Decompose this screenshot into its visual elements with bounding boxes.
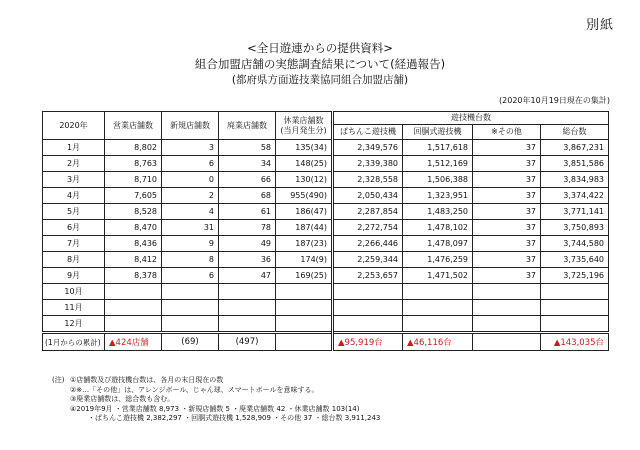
cell-pachinko	[333, 284, 403, 300]
header-pachislot: 回胴式遊技機	[403, 125, 473, 140]
notes	[52, 376, 380, 424]
cell-suspended: 174(9)	[276, 252, 333, 268]
cell-pachinko	[333, 300, 403, 316]
cell-total: 3,771,141	[541, 204, 609, 220]
cell-stores	[105, 284, 162, 300]
table-body	[43, 140, 609, 351]
table-row	[43, 284, 609, 300]
cell-closed: 78	[219, 220, 276, 236]
table-row	[43, 188, 609, 204]
cell-month: 8月	[43, 252, 105, 268]
totals-row	[43, 333, 609, 351]
table-row	[43, 252, 609, 268]
cell-other: 37	[473, 156, 541, 172]
header-year: 2020年	[43, 112, 105, 140]
notes-prefix: (注)	[52, 376, 65, 384]
cell-closed: 66	[219, 172, 276, 188]
cell-new: 9	[162, 236, 219, 252]
cell-pachislot: 1,478,102	[403, 220, 473, 236]
cell-pachislot: 1,471,502	[403, 268, 473, 284]
cell-month: 3月	[43, 172, 105, 188]
totals-stores: ▲424店舗	[105, 333, 162, 351]
cell-suspended	[276, 284, 333, 300]
note-3: ③廃業店舗数は、総合数も含む。	[70, 395, 175, 403]
table-row	[43, 300, 609, 316]
cell-other: 37	[473, 236, 541, 252]
cell-closed: 49	[219, 236, 276, 252]
cell-new: 8	[162, 252, 219, 268]
note-5: ・ぱちんこ遊技機 2,382,297 ・回胴式遊技機 1,528,909 ・その他 37 ・総台数 3,911,243	[88, 414, 381, 422]
cell-new: 4	[162, 204, 219, 220]
cell-pachislot: 1,517,618	[403, 140, 473, 156]
cell-month: 4月	[43, 188, 105, 204]
cell-suspended: 169(25)	[276, 268, 333, 284]
cell-month: 5月	[43, 204, 105, 220]
cell-month: 7月	[43, 236, 105, 252]
cell-closed: 58	[219, 140, 276, 156]
table-row	[43, 316, 609, 333]
header-other: ※その他	[473, 125, 541, 140]
cell-stores: 8,470	[105, 220, 162, 236]
cell-closed: 47	[219, 268, 276, 284]
cell-total	[541, 316, 609, 333]
cell-stores: 8,802	[105, 140, 162, 156]
cell-total: 3,725,196	[541, 268, 609, 284]
cell-stores: 8,436	[105, 236, 162, 252]
cell-stores: 8,763	[105, 156, 162, 172]
cell-month: 9月	[43, 268, 105, 284]
table-row	[43, 172, 609, 188]
cell-pachislot	[403, 284, 473, 300]
cell-suspended: 955(490)	[276, 188, 333, 204]
cell-suspended: 187(23)	[276, 236, 333, 252]
totals-pachinko: ▲95,919台	[333, 333, 403, 351]
cell-month: 10月	[43, 284, 105, 300]
header-stores: 営業店舗数	[105, 112, 162, 140]
header-machines: 遊技機台数	[333, 112, 609, 125]
note-1: ①店舗数及び遊技機台数は、各月の末日現在の数	[70, 376, 224, 384]
cell-new: 6	[162, 268, 219, 284]
cell-month: 11月	[43, 300, 105, 316]
table-row	[43, 220, 609, 236]
cell-stores	[105, 316, 162, 333]
cell-stores: 8,378	[105, 268, 162, 284]
cell-pachinko: 2,328,558	[333, 172, 403, 188]
table-row	[43, 140, 609, 156]
cell-suspended: 186(47)	[276, 204, 333, 220]
cell-pachinko	[333, 316, 403, 333]
cell-suspended	[276, 300, 333, 316]
cell-pachinko: 2,339,380	[333, 156, 403, 172]
header-suspended-sub: (当月発生分)	[280, 125, 327, 135]
header-suspended	[276, 112, 333, 140]
cell-other: 37	[473, 172, 541, 188]
cell-month: 2月	[43, 156, 105, 172]
cell-other: 37	[473, 220, 541, 236]
totals-other	[473, 333, 541, 351]
cell-total: 3,851,586	[541, 156, 609, 172]
cell-pachislot: 1,323,951	[403, 188, 473, 204]
totals-label: (1月からの累計)	[43, 333, 105, 351]
cell-stores	[105, 300, 162, 316]
cell-closed	[219, 316, 276, 333]
cell-new	[162, 300, 219, 316]
totals-closed: (497)	[219, 333, 276, 351]
attachment-label: 別紙	[585, 18, 614, 33]
cell-suspended: 148(25)	[276, 156, 333, 172]
cell-new: 2	[162, 188, 219, 204]
cell-suspended: 135(34)	[276, 140, 333, 156]
as-of-date: (2020年10月19日現在の集計)	[499, 96, 610, 105]
table-row	[43, 268, 609, 284]
cell-pachinko: 2,253,657	[333, 268, 403, 284]
cell-new: 31	[162, 220, 219, 236]
cell-pachinko: 2,287,854	[333, 204, 403, 220]
header-new: 新規店舗数	[162, 112, 219, 140]
cell-total: 3,834,983	[541, 172, 609, 188]
header-suspended-label: 休業店舗数	[283, 115, 324, 125]
cell-pachislot	[403, 316, 473, 333]
cell-month: 1月	[43, 140, 105, 156]
cell-pachinko: 2,259,344	[333, 252, 403, 268]
cell-stores: 8,710	[105, 172, 162, 188]
cell-new: 0	[162, 172, 219, 188]
cell-pachislot: 1,483,250	[403, 204, 473, 220]
survey-table	[42, 111, 609, 351]
cell-closed	[219, 300, 276, 316]
header-total: 総台数	[541, 125, 609, 140]
table-row	[43, 204, 609, 220]
cell-suspended: 187(44)	[276, 220, 333, 236]
cell-pachinko: 2,050,434	[333, 188, 403, 204]
header-closed: 廃業店舗数	[219, 112, 276, 140]
report-title: 組合加盟店舗の実態調査結果について(経過報告)	[194, 57, 446, 71]
cell-stores: 8,528	[105, 204, 162, 220]
cell-total	[541, 284, 609, 300]
cell-other	[473, 316, 541, 333]
cell-pachislot: 1,512,169	[403, 156, 473, 172]
source-title: <全日遊連からの提供資料>	[247, 41, 393, 55]
cell-new: 6	[162, 156, 219, 172]
cell-new: 3	[162, 140, 219, 156]
report-subtitle: (都府県方面遊技業協同組合加盟店舗)	[231, 74, 409, 86]
cell-pachinko: 2,349,576	[333, 140, 403, 156]
cell-new	[162, 284, 219, 300]
cell-total: 3,744,580	[541, 236, 609, 252]
cell-closed: 36	[219, 252, 276, 268]
cell-other: 37	[473, 188, 541, 204]
cell-closed: 34	[219, 156, 276, 172]
cell-stores: 8,412	[105, 252, 162, 268]
totals-pachislot: ▲46,116台	[403, 333, 473, 351]
table-row	[43, 156, 609, 172]
cell-suspended: 130(12)	[276, 172, 333, 188]
cell-closed	[219, 284, 276, 300]
cell-new	[162, 316, 219, 333]
cell-other: 37	[473, 268, 541, 284]
cell-pachislot: 1,478,097	[403, 236, 473, 252]
note-4: ④2019年9月 ・営業店舗数 8,973 ・新規店舗数 5 ・廃業店舗数 42 ・休業店舗数 103(14)	[70, 404, 360, 413]
totals-suspended	[276, 333, 333, 351]
cell-other: 37	[473, 252, 541, 268]
cell-other	[473, 284, 541, 300]
cell-total	[541, 300, 609, 316]
cell-total: 3,735,640	[541, 252, 609, 268]
cell-pachislot: 1,476,259	[403, 252, 473, 268]
cell-total: 3,867,231	[541, 140, 609, 156]
cell-closed: 61	[219, 204, 276, 220]
cell-pachinko: 2,266,446	[333, 236, 403, 252]
cell-stores: 7,605	[105, 188, 162, 204]
totals-new: (69)	[162, 333, 219, 351]
cell-month: 12月	[43, 316, 105, 333]
cell-suspended	[276, 316, 333, 333]
note-2: ②※…「その他」は、アレンジボール、じゃん球、スマートボールを意味する。	[70, 385, 319, 394]
cell-total: 3,374,422	[541, 188, 609, 204]
cell-other	[473, 300, 541, 316]
header-pachinko: ぱちんこ遊技機	[333, 125, 403, 140]
cell-pachislot	[403, 300, 473, 316]
cell-pachinko: 2,272,754	[333, 220, 403, 236]
cell-month: 6月	[43, 220, 105, 236]
cell-pachislot: 1,506,388	[403, 172, 473, 188]
cell-closed: 68	[219, 188, 276, 204]
cell-other: 37	[473, 140, 541, 156]
cell-total: 3,750,893	[541, 220, 609, 236]
table-row	[43, 236, 609, 252]
title-block	[0, 40, 640, 88]
cell-other: 37	[473, 204, 541, 220]
totals-total: ▲143,035台	[541, 333, 609, 351]
